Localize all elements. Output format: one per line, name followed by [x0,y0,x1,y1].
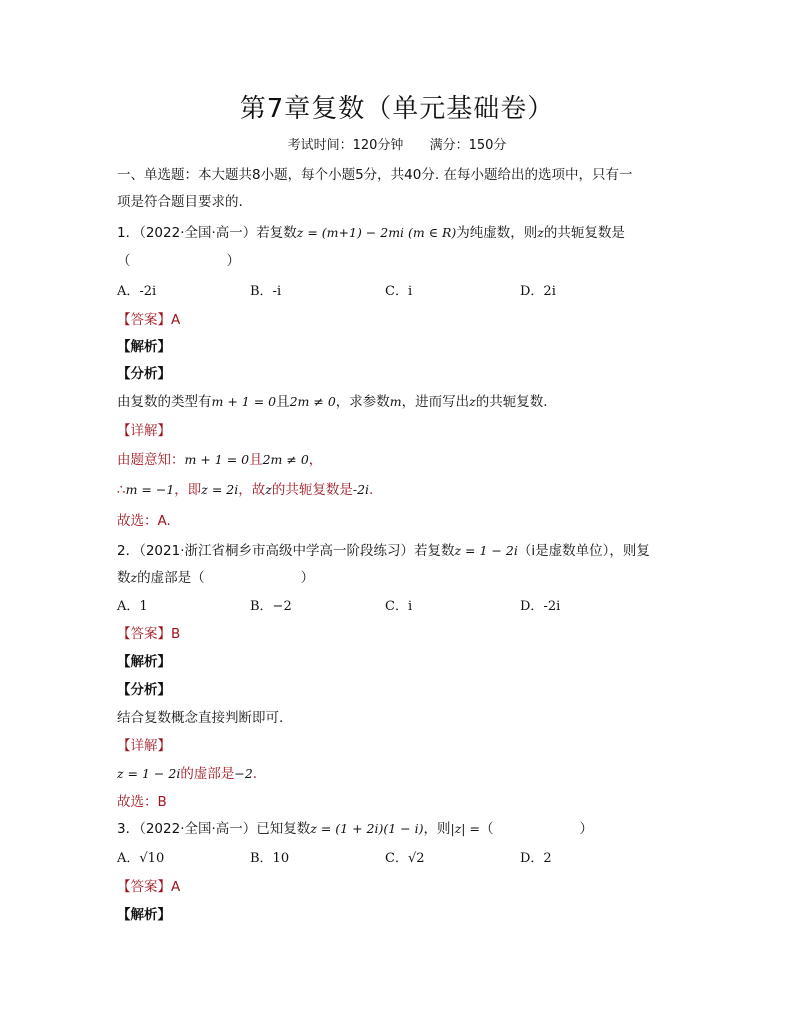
q3-option-b: B．10 [250,851,290,866]
q1-detail1-math1: m + 1 = 0 [184,452,250,467]
q2-option-c: C．i [385,599,413,614]
q2-conclusion: 故选：B [117,794,167,810]
q1-fenxi-math4: z [469,394,476,409]
q1-detail2-math4: -2i [352,482,370,497]
q2-detail [117,765,677,783]
q1-detail2-text4: 的共轭复数是 [271,482,353,498]
q2-answer [117,625,677,643]
q3-option-d: D．2 [520,851,552,866]
q3-answer-label: 【答案】 [117,879,171,895]
q2-stem-text1: 2．（2021·浙江省桐乡市高级中学高一阶段练习）若复数 [117,543,455,559]
q1-detail2-text1: ∴ [117,482,126,498]
q1-detail2-text3: ，故 [238,482,266,498]
q1-fenxi-math3: m [389,394,402,409]
q1-paren-open: （ [117,253,131,269]
q1-fenxi-text4: ，进而写出 [401,394,470,410]
q3-answer-value: A [171,879,181,895]
q1-answer-blank [117,252,677,270]
q2-option-b: B．−2 [250,599,292,614]
q2-stem-text2: （i是虚数单位），则复 [517,543,650,559]
q1-option-a: A．-2i [117,284,157,299]
q1-answer [117,311,677,329]
q1-option-c: C．i [385,284,413,299]
q1-detail2-math3: z [265,482,272,497]
q1-detail2-math2: z = 2i [201,482,239,497]
exam-info [0,137,794,155]
q2-detail-text: 的虚部是 [180,766,235,782]
q2-stem2-text1: 数 [117,570,131,586]
q2-option-d: D．-2i [520,599,561,614]
q1-detail1-text1: 由题意知： [117,452,185,468]
exam-time: 考试时间：120分钟 [287,138,404,153]
q3-stem [117,820,677,838]
q3-stem-math: z = (1 + 2i)(1 − i) [310,821,424,836]
q2-answer-value: B [171,626,181,642]
q2-detail-math2: −2 [234,766,253,781]
q1-stem-text3: 的共轭复数是 [543,225,625,241]
q1-detail-line1 [117,451,677,469]
q1-fenxi-text5: 的共轭复数. [475,394,548,410]
q1-stem-text: 1．（2022·全国·高一）若复数 [117,225,297,241]
q2-stem2-z: z [130,570,138,585]
q3-answer [117,878,677,896]
q1-fenxi [117,393,677,411]
q1-fenxi-math2: 2m ≠ 0 [289,394,336,409]
q1-detail2-math1: m = −1 [125,482,175,497]
q2-detail-text2: . [252,766,258,782]
q2-option-a: A．1 [117,599,148,614]
q3-option-c: C．√2 [385,851,425,866]
q3-stem-abs: |z| = [450,821,480,836]
q1-detail1-math2: 2m ≠ 0 [262,452,309,467]
q1-detail1-text3: ， [308,452,323,468]
q2-paren-close: ） [300,570,315,586]
q1-fenxi-text3: ，求参数 [335,394,390,410]
q1-option-b: B．-i [250,284,282,299]
q1-answer-value: A [171,312,181,328]
q3-option-a: A．√10 [117,851,165,866]
q2-analysis-label: 【解析】 [117,654,171,670]
q1-fenxi-math1: m + 1 = 0 [211,394,277,409]
q1-detail2-text5: . [369,482,374,498]
q1-detail2-text2: ，即 [174,482,202,498]
section-header-line1: 一、单选题：本大题共8小题，每个小题5分，共40分. 在每小题给出的选项中，只有一 [117,167,633,183]
q1-fenxi-text2: 且 [276,394,290,410]
q2-stem-line2 [117,569,677,587]
section-header-line2: 项是符合题目要求的. [117,194,243,210]
q1-analysis-label: 【解析】 [117,339,171,355]
q2-stem [117,542,677,560]
q2-detail-math: z = 1 − 2i [117,766,181,781]
page-title: 第7章复数（单元基础卷） [239,94,555,124]
q1-detail1-text2: 且 [249,452,263,468]
q2-stem2-text2: 的虚部是（ [137,570,205,586]
q2-answer-label: 【答案】 [117,626,171,642]
q1-paren-close: ） [226,253,240,269]
q1-option-d: D．2i [520,284,556,299]
q1-detail-label: 【详解】 [117,423,171,439]
q2-fenxi-label: 【分析】 [117,682,171,698]
q3-stem-text2: ，则 [423,821,451,837]
exam-score: 满分：150分 [429,138,507,153]
q3-paren-close: ） [579,821,593,837]
q3-stem-text1: 3．（2022·全国·高一）已知复数 [117,821,311,837]
q1-stem-z: z [537,225,544,240]
q3-analysis-label: 【解析】 [117,907,171,923]
q1-stem-math: z = (m+1) − 2mi (m ∈ R) [296,225,457,240]
q3-stem-text3: （ [479,821,494,837]
q1-fenxi-label: 【分析】 [117,366,171,382]
q2-stem-math: z = 1 − 2i [454,543,518,558]
q1-fenxi-text1: 由复数的类型有 [117,394,212,410]
q1-stem-text2: 为纯虚数，则 [456,225,538,241]
q1-detail-line2 [117,481,677,499]
q2-detail-label: 【详解】 [117,738,171,754]
q1-conclusion: 故选：A. [117,513,171,529]
q1-stem [117,224,677,242]
q1-answer-label: 【答案】 [117,312,171,328]
q2-fenxi: 结合复数概念直接判断即可. [117,710,284,726]
